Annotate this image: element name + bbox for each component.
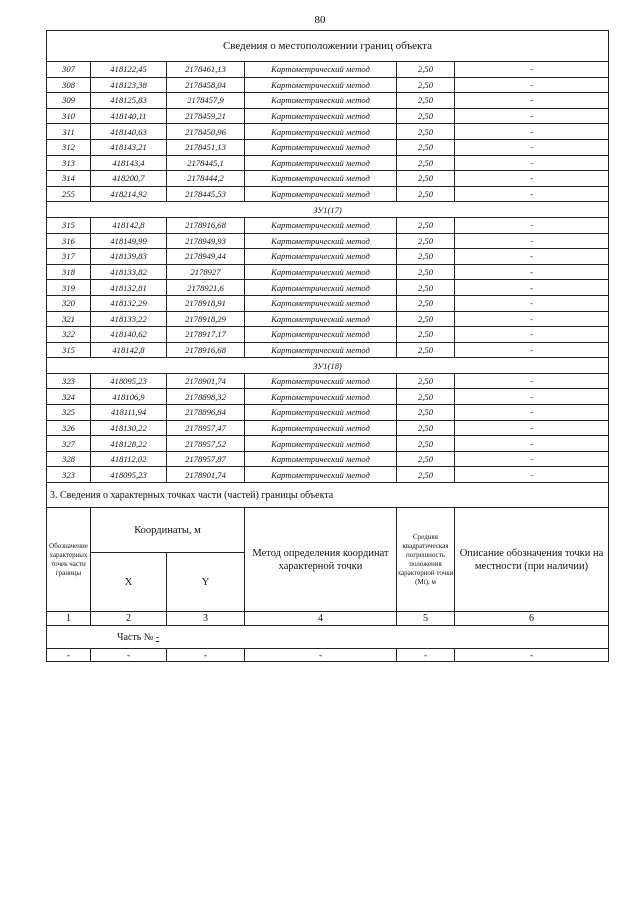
empty-cell: - [167, 649, 245, 662]
group-label: ЗУ1(18) [47, 358, 609, 374]
x-coordinate-cell: 418143,4 [91, 155, 167, 171]
method-cell: Картометрический метод [245, 405, 397, 421]
error-cell: 2,50 [397, 124, 455, 140]
y-coordinate-cell: 2178917,17 [167, 327, 245, 343]
x-coordinate-cell: 418111,94 [91, 405, 167, 421]
method-cell: Картометрический метод [245, 342, 397, 358]
table-row [47, 249, 609, 265]
description-cell: - [455, 280, 609, 296]
error-cell: 2,50 [397, 373, 455, 389]
method-cell: Картометрический метод [245, 108, 397, 124]
method-cell: Картометрический метод [245, 467, 397, 483]
col-number: 3 [167, 612, 245, 626]
table-row [47, 124, 609, 140]
col-number: 6 [455, 612, 609, 626]
table-row [47, 139, 609, 155]
method-cell: Картометрический метод [245, 249, 397, 265]
y-coordinate-cell: 2178927 [167, 264, 245, 280]
y-coordinate-cell: 2178918,29 [167, 311, 245, 327]
x-coordinate-cell: 418133,82 [91, 264, 167, 280]
description-cell: - [455, 186, 609, 202]
x-coordinate-cell: 418214,92 [91, 186, 167, 202]
description-cell: - [455, 155, 609, 171]
y-coordinate-cell: 2178459,21 [167, 108, 245, 124]
method-header: Метод определения координат характерной точки [245, 508, 397, 612]
rows-group-c [47, 373, 609, 482]
point-number-cell: 326 [47, 420, 91, 436]
y-coordinate-cell: 2178949,93 [167, 233, 245, 249]
y-coordinate-cell: 2178957,47 [167, 420, 245, 436]
boundary-table [46, 30, 609, 662]
part-label: Часть № [117, 631, 154, 643]
point-number-cell: 321 [47, 311, 91, 327]
description-cell: - [455, 436, 609, 452]
error-cell: 2,50 [397, 77, 455, 93]
error-cell: 2,50 [397, 311, 455, 327]
table-row [47, 467, 609, 483]
point-number-cell: 311 [47, 124, 91, 140]
y-coordinate-cell: 2178450,96 [167, 124, 245, 140]
error-header: Средняя квадратическая погрешность положения характерной точки (Mt), м [397, 508, 455, 612]
y-coordinate-cell: 2178457,9 [167, 93, 245, 109]
x-coordinate-cell: 418133,22 [91, 311, 167, 327]
description-cell: - [455, 451, 609, 467]
table-row [47, 420, 609, 436]
x-coordinate-cell: 418200,7 [91, 171, 167, 187]
y-coordinate-cell: 2178458,04 [167, 77, 245, 93]
section-title: 3. Сведения о характерных точках части (частей) границы объекта [47, 483, 609, 508]
error-cell: 2,50 [397, 233, 455, 249]
table-row [47, 62, 609, 78]
x-coordinate-cell: 418142,8 [91, 342, 167, 358]
point-number-cell: 308 [47, 77, 91, 93]
method-cell: Картометрический метод [245, 155, 397, 171]
error-cell: 2,50 [397, 217, 455, 233]
point-number-cell: 317 [47, 249, 91, 265]
description-cell: - [455, 171, 609, 187]
method-cell: Картометрический метод [245, 93, 397, 109]
point-number-cell: 323 [47, 467, 91, 483]
rows-group-b [47, 217, 609, 357]
error-cell: 2,50 [397, 139, 455, 155]
x-coordinate-cell: 418132,81 [91, 280, 167, 296]
method-cell: Картометрический метод [245, 264, 397, 280]
x-coordinate-cell: 418095,23 [91, 373, 167, 389]
table-row [47, 436, 609, 452]
point-number-cell: 324 [47, 389, 91, 405]
method-cell: Картометрический метод [245, 389, 397, 405]
error-cell: 2,50 [397, 280, 455, 296]
description-cell: - [455, 77, 609, 93]
y-coordinate-cell: 2178957,52 [167, 436, 245, 452]
empty-cell: - [397, 649, 455, 662]
point-number-cell: 320 [47, 295, 91, 311]
point-number-cell: 314 [47, 171, 91, 187]
table-row [47, 233, 609, 249]
description-cell: - [455, 108, 609, 124]
point-number-cell: 328 [47, 451, 91, 467]
table-row [47, 77, 609, 93]
y-coordinate-cell: 2178451,13 [167, 139, 245, 155]
error-cell: 2,50 [397, 451, 455, 467]
description-cell: - [455, 405, 609, 421]
table-row [47, 93, 609, 109]
x-coordinate-cell: 418139,83 [91, 249, 167, 265]
y-coordinate-cell: 2178957,87 [167, 451, 245, 467]
x-coordinate-cell: 418122,45 [91, 62, 167, 78]
description-header: Описание обозначения точки на местности (при наличии) [455, 508, 609, 612]
description-cell: - [455, 233, 609, 249]
y-coordinate-cell: 2178916,68 [167, 217, 245, 233]
method-cell: Картометрический метод [245, 139, 397, 155]
point-number-cell: 312 [47, 139, 91, 155]
x-coordinate-cell: 418132,29 [91, 295, 167, 311]
table-row [47, 217, 609, 233]
error-cell: 2,50 [397, 327, 455, 343]
table-title: Сведения о местоположении границ объекта [47, 31, 609, 62]
description-cell: - [455, 295, 609, 311]
col-number: 4 [245, 612, 397, 626]
x-coordinate-cell: 418123,38 [91, 77, 167, 93]
y-coordinate-cell: 2178921,6 [167, 280, 245, 296]
empty-cell: - [91, 649, 167, 662]
table-row [47, 280, 609, 296]
x-coordinate-cell: 418125,83 [91, 93, 167, 109]
table-row [47, 311, 609, 327]
group-label: ЗУ1(17) [47, 202, 609, 218]
y-coordinate-cell: 2178898,32 [167, 389, 245, 405]
description-cell: - [455, 217, 609, 233]
x-coordinate-cell: 418140,63 [91, 124, 167, 140]
table-row [47, 171, 609, 187]
y-coordinate-cell: 2178916,68 [167, 342, 245, 358]
y-coordinate-cell: 2178896,84 [167, 405, 245, 421]
method-cell: Картометрический метод [245, 217, 397, 233]
error-cell: 2,50 [397, 186, 455, 202]
method-cell: Картометрический метод [245, 420, 397, 436]
x-coordinate-cell: 418140,62 [91, 327, 167, 343]
method-cell: Картометрический метод [245, 451, 397, 467]
y-coordinate-cell: 2178901,74 [167, 467, 245, 483]
point-number-cell: 319 [47, 280, 91, 296]
x-coordinate-cell: 418140,11 [91, 108, 167, 124]
point-number-cell: 322 [47, 327, 91, 343]
point-number-cell: 310 [47, 108, 91, 124]
point-number-cell: 325 [47, 405, 91, 421]
point-number-cell: 309 [47, 93, 91, 109]
method-cell: Картометрический метод [245, 436, 397, 452]
y-coordinate-cell: 2178901,74 [167, 373, 245, 389]
table-row [47, 327, 609, 343]
point-designation-header: Обозначение характерных точек части границы [47, 508, 91, 612]
description-cell: - [455, 124, 609, 140]
point-number-cell: 255 [47, 186, 91, 202]
description-cell: - [455, 342, 609, 358]
error-cell: 2,50 [397, 93, 455, 109]
method-cell: Картометрический метод [245, 171, 397, 187]
y-coordinate-cell: 2178444,2 [167, 171, 245, 187]
table-row [47, 389, 609, 405]
method-cell: Картометрический метод [245, 77, 397, 93]
error-cell: 2,50 [397, 155, 455, 171]
description-cell: - [455, 420, 609, 436]
col-number: 5 [397, 612, 455, 626]
page-number: 80 [314, 14, 326, 26]
error-cell: 2,50 [397, 171, 455, 187]
error-cell: 2,50 [397, 264, 455, 280]
error-cell: 2,50 [397, 436, 455, 452]
error-cell: 2,50 [397, 108, 455, 124]
col-number: 1 [47, 612, 91, 626]
error-cell: 2,50 [397, 249, 455, 265]
rows-group-a [47, 62, 609, 202]
table-row [47, 155, 609, 171]
x-coordinate-cell: 418112,02 [91, 451, 167, 467]
description-cell: - [455, 139, 609, 155]
point-number-cell: 315 [47, 217, 91, 233]
part-value: - [155, 631, 160, 643]
x-coordinate-cell: 418143,21 [91, 139, 167, 155]
table-row [47, 451, 609, 467]
description-cell: - [455, 249, 609, 265]
description-cell: - [455, 264, 609, 280]
method-cell: Картометрический метод [245, 62, 397, 78]
method-cell: Картометрический метод [245, 327, 397, 343]
description-cell: - [455, 467, 609, 483]
x-coordinate-cell: 418128,22 [91, 436, 167, 452]
x-coordinate-cell: 418130,22 [91, 420, 167, 436]
coordinates-header: Координаты, м [91, 508, 245, 553]
empty-cell: - [455, 649, 609, 662]
point-number-cell: 327 [47, 436, 91, 452]
point-number-cell: 307 [47, 62, 91, 78]
table-row [47, 342, 609, 358]
x-coordinate-cell: 418142,8 [91, 217, 167, 233]
description-cell: - [455, 62, 609, 78]
col-number: 2 [91, 612, 167, 626]
x-header: X [91, 553, 167, 612]
x-coordinate-cell: 418095,23 [91, 467, 167, 483]
method-cell: Картометрический метод [245, 280, 397, 296]
method-cell: Картометрический метод [245, 311, 397, 327]
error-cell: 2,50 [397, 420, 455, 436]
point-number-cell: 315 [47, 342, 91, 358]
table-row [47, 373, 609, 389]
method-cell: Картометрический метод [245, 233, 397, 249]
y-coordinate-cell: 2178461,13 [167, 62, 245, 78]
part-row [47, 626, 609, 649]
y-header: Y [167, 553, 245, 612]
error-cell: 2,50 [397, 342, 455, 358]
y-coordinate-cell: 2178445,53 [167, 186, 245, 202]
y-coordinate-cell: 2178949,44 [167, 249, 245, 265]
empty-cell: - [245, 649, 397, 662]
method-cell: Картометрический метод [245, 295, 397, 311]
description-cell: - [455, 311, 609, 327]
x-coordinate-cell: 418149,99 [91, 233, 167, 249]
error-cell: 2,50 [397, 405, 455, 421]
method-cell: Картометрический метод [245, 186, 397, 202]
description-cell: - [455, 93, 609, 109]
error-cell: 2,50 [397, 389, 455, 405]
point-number-cell: 323 [47, 373, 91, 389]
point-number-cell: 316 [47, 233, 91, 249]
method-cell: Картометрический метод [245, 124, 397, 140]
error-cell: 2,50 [397, 62, 455, 78]
description-cell: - [455, 327, 609, 343]
table-row [47, 108, 609, 124]
point-number-cell: 313 [47, 155, 91, 171]
empty-cell: - [47, 649, 91, 662]
y-coordinate-cell: 2178445,1 [167, 155, 245, 171]
table-row [47, 186, 609, 202]
table-row [47, 295, 609, 311]
table-row [47, 264, 609, 280]
method-cell: Картометрический метод [245, 373, 397, 389]
y-coordinate-cell: 2178918,91 [167, 295, 245, 311]
error-cell: 2,50 [397, 295, 455, 311]
x-coordinate-cell: 418106,9 [91, 389, 167, 405]
table-row [47, 405, 609, 421]
error-cell: 2,50 [397, 467, 455, 483]
description-cell: - [455, 389, 609, 405]
point-number-cell: 318 [47, 264, 91, 280]
description-cell: - [455, 373, 609, 389]
